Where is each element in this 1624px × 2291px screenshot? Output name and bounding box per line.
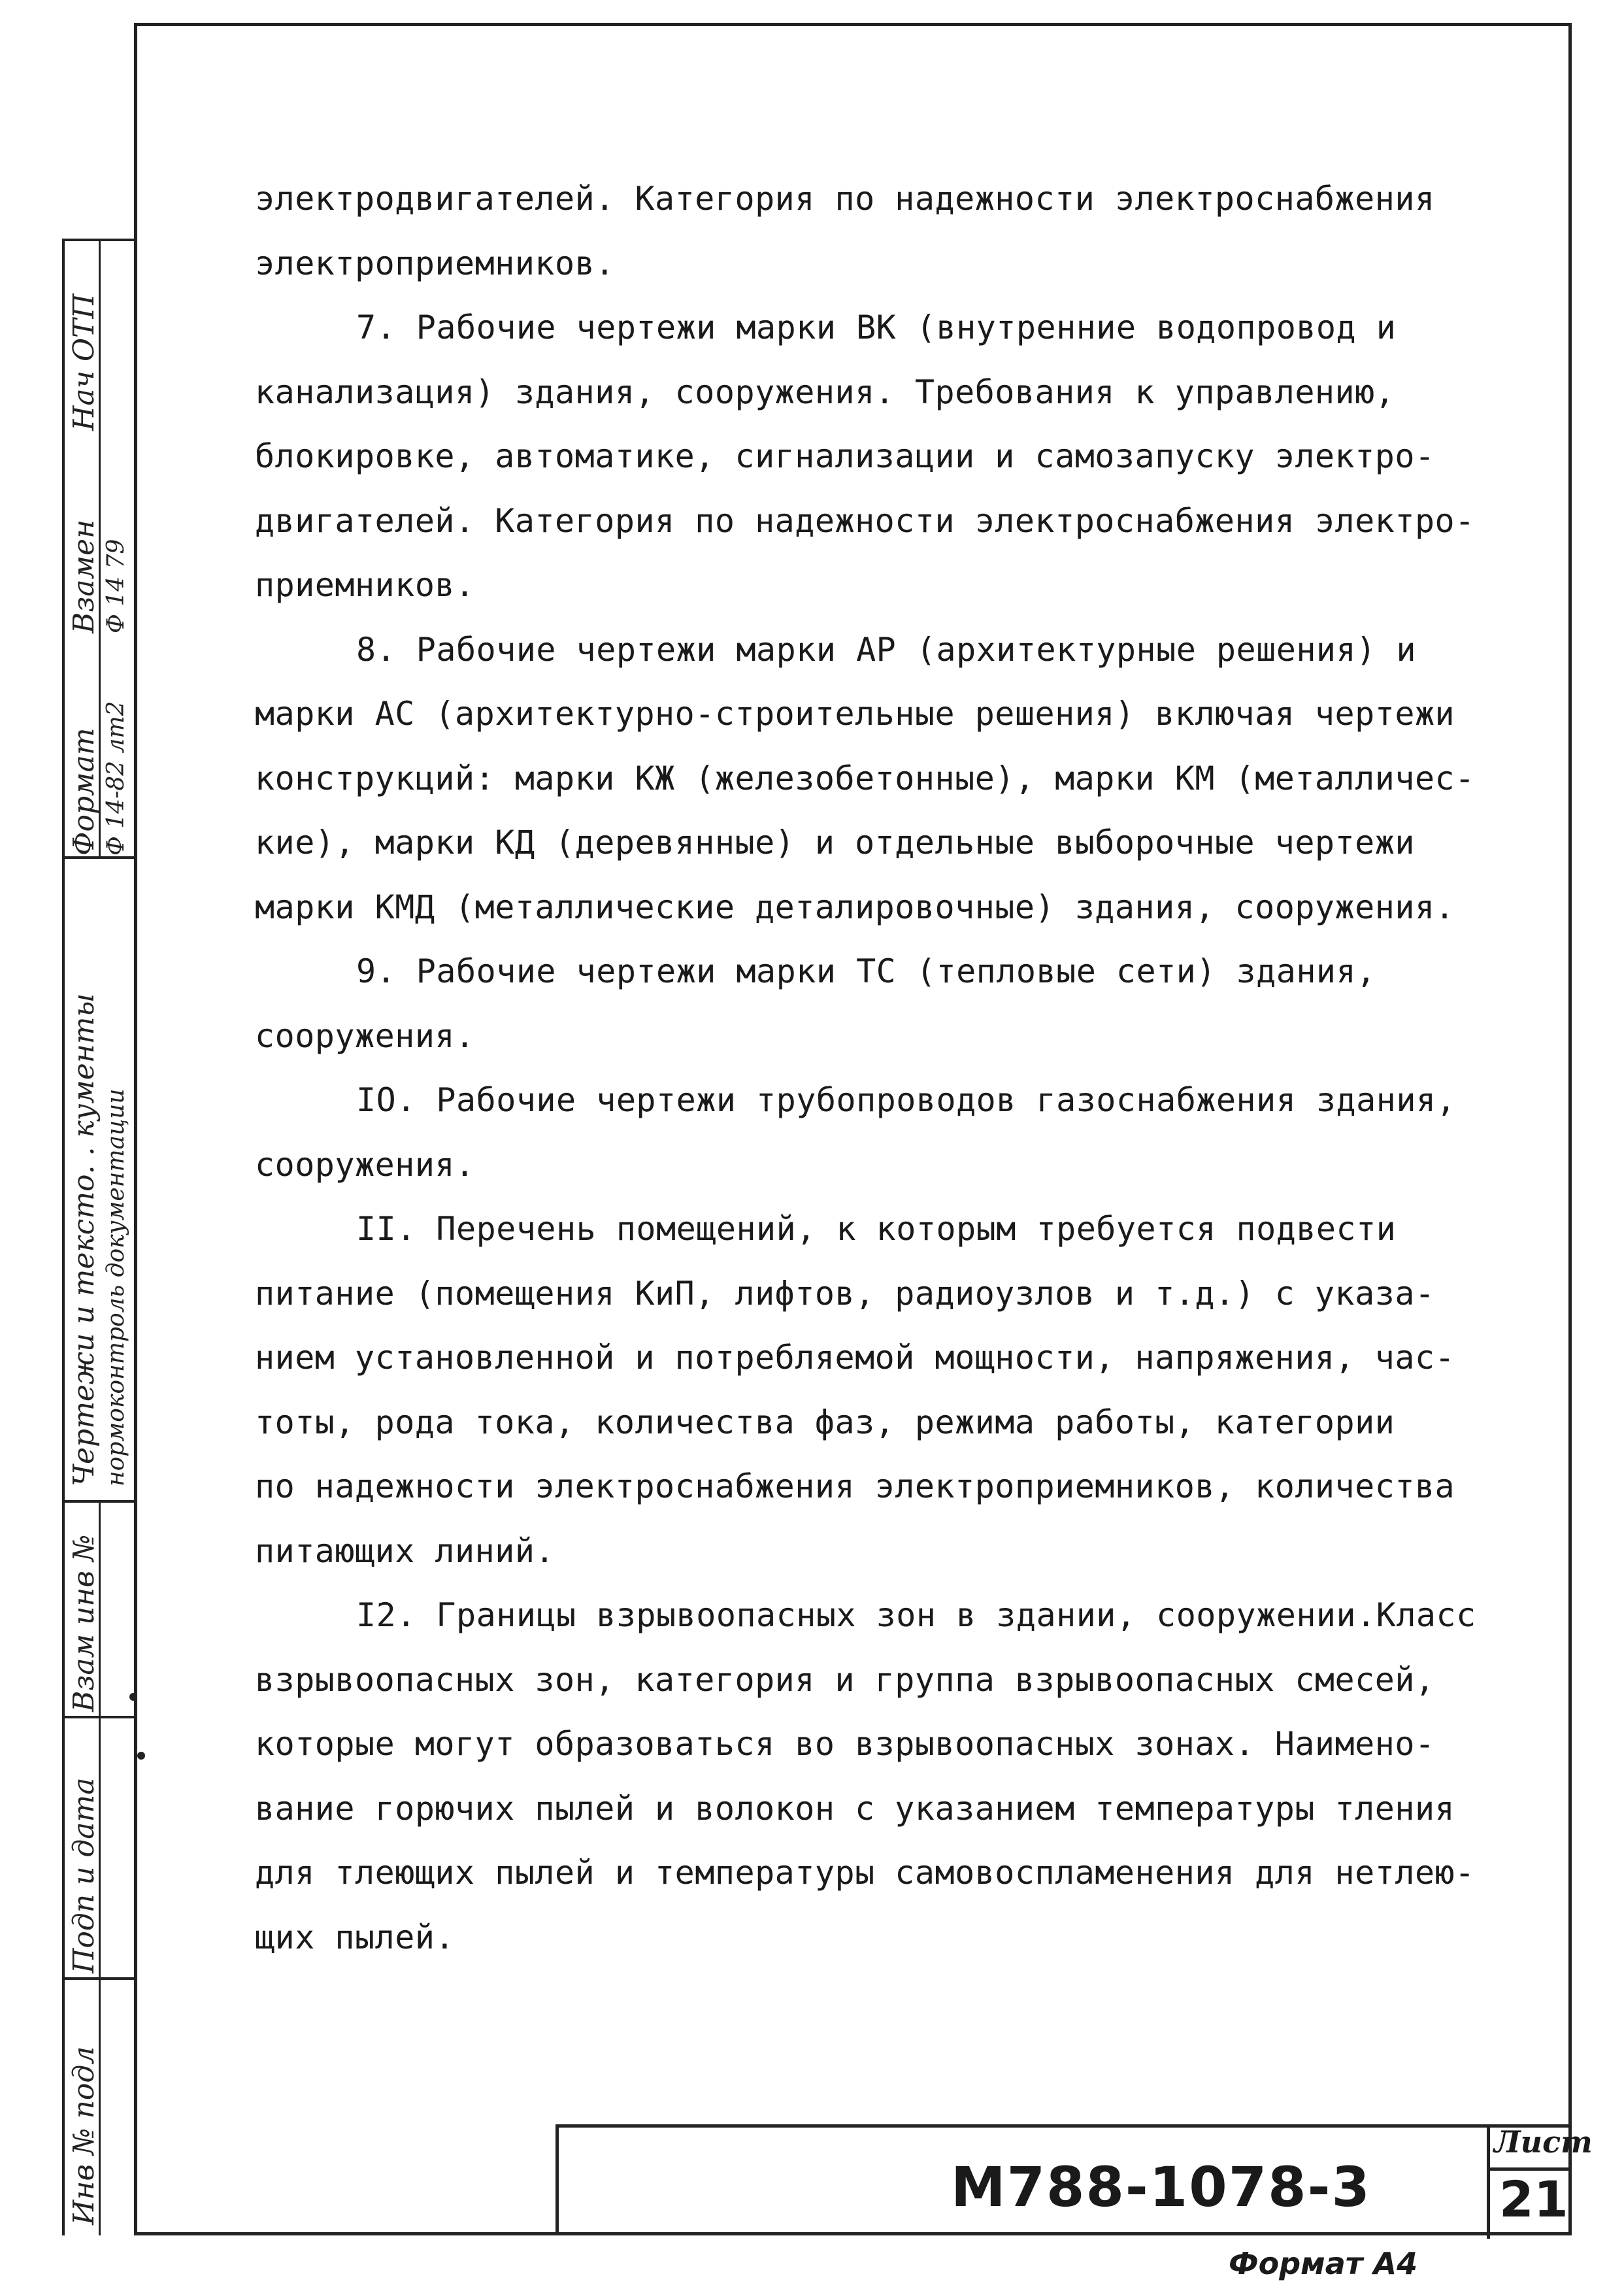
stamp-sign-date-label: Подп и дата — [67, 1777, 101, 1973]
stamp-inv-replace-label: Взам инв № — [67, 1534, 101, 1712]
sheet-box — [1487, 2124, 1593, 2239]
stamp-drawings-block — [65, 856, 137, 1500]
text-line: марки АС (архитектурно-строительные решения) включая чертежи — [255, 695, 1455, 733]
text-line: 8. Рабочие чертежи марки АР (архитектурные решения) и — [356, 630, 1416, 669]
stamp-replaced-value: Ф 14 79 — [103, 539, 129, 633]
text-line: нием установленной и потребляемой мощности, напряжения, час- — [255, 1339, 1455, 1377]
text-line: II. Перечень помещений, к которым требуется подвести — [356, 1210, 1397, 1248]
text-line: IO. Рабочие чертежи трубопроводов газоснабжения здания, — [356, 1081, 1457, 1119]
stamp-format-label: Формат — [67, 727, 101, 856]
text-line: 9. Рабочие чертежи марки ТС (тепловые сети) здания, — [356, 952, 1376, 990]
text-line: питание (помещения КиП, лифтов, радиоузлов и т.д.) с указа- — [255, 1274, 1435, 1313]
stamp-drawings-label: Чертежи и тексто. . кументы — [67, 993, 101, 1486]
stamp-inv-replace-block — [65, 1500, 137, 1716]
stamp-normcontrol-label: нормоконтроль документации — [103, 1088, 129, 1486]
sheet-number: 21 — [1499, 2170, 1568, 2228]
text-line: приемников. — [255, 566, 475, 604]
text-line: I2. Границы взрывоопасных зон в здании, сооружении.Класс — [356, 1596, 1476, 1634]
text-line: сооружения. — [255, 1145, 475, 1184]
text-line: конструкций: марки КЖ (железобетонные), марки КМ (металличес- — [255, 759, 1475, 797]
text-line: электродвигателей. Категория по надежности электроснабжения — [255, 180, 1435, 218]
text-line: кие), марки КД (деревянные) и отдельные выборочные чертежи — [255, 824, 1415, 861]
stamp-format-value: Ф 14-82 лт2 — [103, 701, 129, 856]
text-line: блокировке, автоматике, сигнализации и самозапуску электро- — [255, 437, 1435, 475]
stamp-chief-label: Нач ОТП — [67, 293, 101, 431]
text-line: электроприемников. — [255, 244, 615, 282]
margin-mark — [137, 1752, 145, 1760]
text-line: для тлеющих пылей и температуры самовоспламенения для нетлею- — [255, 1854, 1475, 1892]
format-note: Формат А4 — [1229, 2246, 1418, 2281]
text-line: питающих линий. — [255, 1531, 555, 1570]
text-line: тоты, рода тока, количества фаз, режима работы, категории — [255, 1403, 1395, 1441]
document-code: М788-1078-3 — [951, 2155, 1371, 2219]
document-body — [255, 167, 1510, 1969]
text-line: по надежности электроснабжения электроприемников, количества — [255, 1467, 1455, 1505]
sheet-label: Лист — [1494, 2124, 1593, 2160]
margin-mark — [129, 1693, 137, 1701]
text-line: 7. Рабочие чертежи марки ВК (внутренние водопровод и — [356, 309, 1397, 346]
text-line: сооружения. — [255, 1016, 475, 1055]
text-line: щих пылей. — [255, 1918, 456, 1956]
stamp-approval-block — [65, 239, 137, 856]
text-line: двигателей. Категория по надежности электроснабжения электро- — [255, 501, 1475, 540]
text-line: канализация) здания, сооружения. Требования к управлению, — [255, 373, 1395, 411]
title-block — [555, 2124, 1593, 2235]
stamp-inv-orig-block — [65, 1977, 137, 2235]
margin-stamp — [62, 239, 134, 2235]
text-line: которые могут образоваться во взрывоопасных зонах. Наимено- — [255, 1725, 1435, 1763]
text-line: марки КМД (металлические деталировочные) здания, сооружения. — [255, 888, 1455, 926]
stamp-replaced-label: Взамен — [67, 519, 101, 633]
text-line: взрывоопасных зон, категория и группа взрывоопасных смесей, — [255, 1660, 1435, 1699]
stamp-inv-orig-label: Инв № подл — [67, 2046, 101, 2225]
stamp-sign-date-block — [65, 1716, 137, 1977]
text-line: вание горючих пылей и волокон с указанием температуры тления — [255, 1789, 1455, 1828]
